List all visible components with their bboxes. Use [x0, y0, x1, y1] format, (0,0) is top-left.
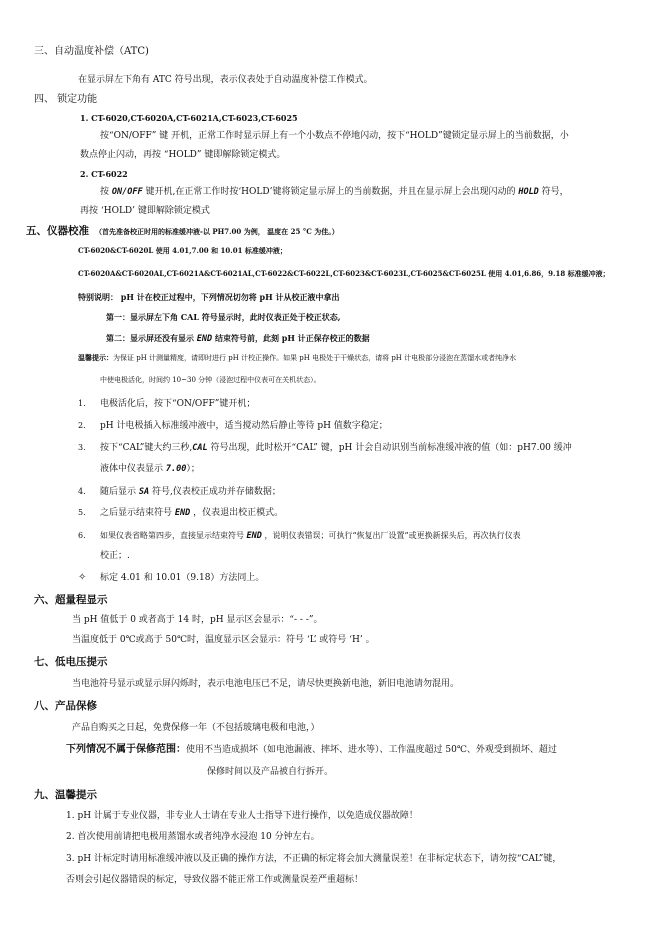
end-lcd-symbol: END	[174, 508, 191, 518]
diamond-bullet-icon: ✧	[78, 572, 87, 583]
sa-lcd-symbol: SA	[138, 487, 150, 497]
step-number: 2.	[78, 421, 86, 430]
section-5-note: （首先准备校正时用的标准缓冲液-以 PH7.00 为例， 温度在 25 °C 为佳。）	[95, 227, 339, 236]
tip-3-cont: 否则会引起仪器错误的标定，导致仪器不能正常工作或测量误差严重超标！	[66, 875, 364, 885]
section-6-title: 六、超量程显示	[34, 594, 108, 606]
section-4-title: 四、 锁定功能	[34, 94, 98, 105]
tip-3: 3. pH 计标定时请用标准缓冲液以及正确的操作方法，不正确的标定将会加大测量误差！在非标定状态下，请勿按“CAL”键，	[66, 854, 562, 864]
tip-2: 2. 首次使用前请把电极用蒸馏水或者纯净水浸泡 10 分钟左右。	[66, 832, 320, 842]
section-9-title: 九、温馨提示	[34, 789, 97, 801]
lock-2-text-b: 键开机,在正常工作时按‘HOLD’键将锁定显示屏上的当前数据，并且在显示屏上会出现闪动的	[142, 187, 519, 197]
cal-lcd-symbol: CAL	[192, 443, 208, 453]
step-number: 6.	[78, 531, 86, 540]
step-6-text-2: 校正；.	[100, 551, 130, 561]
tip-line-2: 中使电极活化，时间约 10~30 分钟（浸泡过程中仪表可在关机状态）。	[100, 376, 321, 384]
step-5-text	[100, 507, 283, 519]
step-3-text-a: 按下“CAL”键大约三秒,	[100, 443, 193, 453]
lock-models-1-text-2: 数点停止闪动，再按 “HOLD” 键即解除锁定模式。	[80, 150, 286, 160]
section-5-title-line	[26, 225, 339, 238]
lock-models-1-text: 按“ON/OFF” 键 开机，正常工作时显示屏上有一个小数点不停地闪动，按下“HOLD”键锁定显示屏上的当前数据，小	[100, 131, 569, 141]
tip-1: 1. pH 计属于专业仪器，非专业人士请在专业人士指导下进行操作，以免造成仪器故障！	[66, 811, 418, 821]
buffer-info-1: CT-6020&CT-6020L 使用 4.01,7.00 和 10.01 标准缓冲液；	[78, 246, 287, 255]
step-3-text-2	[100, 463, 200, 475]
step-2-text: pH 计电极插入标准缓冲液中，适当搅动然后静止等待 pH 值数字稳定；	[100, 421, 388, 431]
step-5-text-b: ，仪表退出校正模式。	[190, 508, 284, 518]
step-6-text	[100, 530, 521, 542]
exclusions-label: 下列情况不属于保修范围：	[66, 744, 186, 755]
low-voltage-text: 当电池符号显示或显示屏闪烁时，表示电池电压已不足，请尽快更换新电池，新旧电池请勿混用。	[72, 679, 460, 689]
special-note-2-a: 第二：显示屏还没有显示	[106, 333, 197, 343]
step-3-text-2a: 液体中仪表显示	[100, 464, 166, 474]
lock-models-2-text-2: 再按 ‘HOLD’ 键即解除锁定模式	[80, 206, 210, 216]
step-number: 4.	[78, 487, 86, 496]
end-lcd-symbol: END	[196, 334, 213, 344]
tip-label: 温馨提示：	[78, 353, 113, 362]
lock-models-2: 2. CT-6022	[80, 169, 128, 179]
overrange-ph: 当 pH 值低于 0 或者高于 14 时，pH 显示区会显示：“- - -”。	[72, 615, 323, 625]
overrange-temp: 当温度低于 0℃或高于 50℃时，温度显示区会显示：符号 ‘L’ 或符号 ‘H’ 。	[72, 635, 375, 645]
hold-lcd-symbol: HOLD	[518, 187, 539, 197]
tip-text-1: 为保证 pH 计测量精度，请即时进行 pH 计校正操作。如果 pH 电极处于干燥状态，请将 pH 计电极部分浸泡在蒸馏水或者纯净水	[113, 354, 517, 362]
tip-line-1	[78, 352, 516, 364]
step-1-text: 电极活化后，按下“ON/OFF”键开机；	[100, 399, 256, 409]
special-note-1: 第一：显示屏左下角 CAL 符号显示时，此时仪表正处于校正状态,	[106, 312, 341, 322]
step-number: 5.	[78, 508, 86, 517]
warranty-text: 产品自购买之日起，免费保修一年（不包括玻璃电极和电池，）	[72, 723, 320, 733]
special-note-2-b: 结束符号前，此刻 pH 计正保存校正的数据	[212, 333, 370, 343]
end-lcd-symbol: END	[246, 531, 262, 541]
lock-models-2-text	[100, 186, 569, 198]
buffer-info-2: CT-6020A&CT-6020AL,CT-6021A&CT-6021AL,CT-6022&CT-6022L,CT-6023&CT-6023L,CT-6025&CT-6025L 使用 4.01,6.86，9.18 标准缓冲液；	[78, 269, 610, 278]
step-number: 1.	[78, 399, 86, 408]
step-6-text-a: 如果仪表省略第四步，直接显示结束符号	[100, 531, 247, 540]
step-4-text-a: 随后显示	[100, 487, 139, 497]
lock-2-text-a: 按	[100, 187, 112, 197]
step-3-text-b: 符号出现，此时松开“CAL” 键，pH 计会自动识别当前标准缓冲液的值（如：pH7.00 缓冲	[207, 443, 572, 453]
section-3-title: 三、自动温度补偿（ATC)	[34, 46, 149, 57]
step-4-text	[100, 486, 281, 498]
section-5-title: 五、仪器校准	[26, 225, 89, 237]
step-6-text-b: ，说明仪表错误；可执行“恢复出厂设置”或更换新探头后，再次执行仪表	[261, 531, 521, 540]
exclusions-text: 使用不当造成损坏（如电池漏液、摔坏、进水等）、工作温度超过 50℃、外观受到损坏、超过	[186, 745, 557, 755]
step-3-text	[100, 442, 572, 454]
ph-700-lcd-value: 7.00	[165, 464, 187, 474]
section-3-text: 在显示屏左下角有 ATC 符号出现，表示仪表处于自动温度补偿工作模式。	[78, 75, 373, 85]
warranty-exclusions	[66, 744, 557, 756]
step-number: 3.	[78, 443, 86, 452]
lock-models-1: 1. CT-6020,CT-6020A,CT-6021A,CT-6023,CT-6025	[80, 113, 298, 123]
on-off-key-symbol: ON/OFF	[111, 187, 143, 197]
step-7-text: 标定 4.01 和 10.01（9.18）方法同上。	[100, 573, 265, 583]
special-note: 特别说明： pH 计在校正过程中，下列情况切勿将 pH 计从校正液中拿出	[78, 292, 340, 302]
section-7-title: 七、低电压提示	[34, 656, 108, 668]
warranty-exclusions-2: 保修时间以及产品被自行拆开。	[207, 767, 334, 777]
step-5-text-a: 之后显示结束符号	[100, 508, 175, 518]
special-note-2	[106, 332, 370, 345]
step-3-text-2b: ）；	[186, 464, 200, 474]
lock-2-text-c: 符号，	[538, 187, 569, 197]
step-4-text-b: 符号,仪表校正成功并存储数据；	[149, 487, 281, 497]
section-8-title: 八、产品保修	[34, 700, 97, 712]
